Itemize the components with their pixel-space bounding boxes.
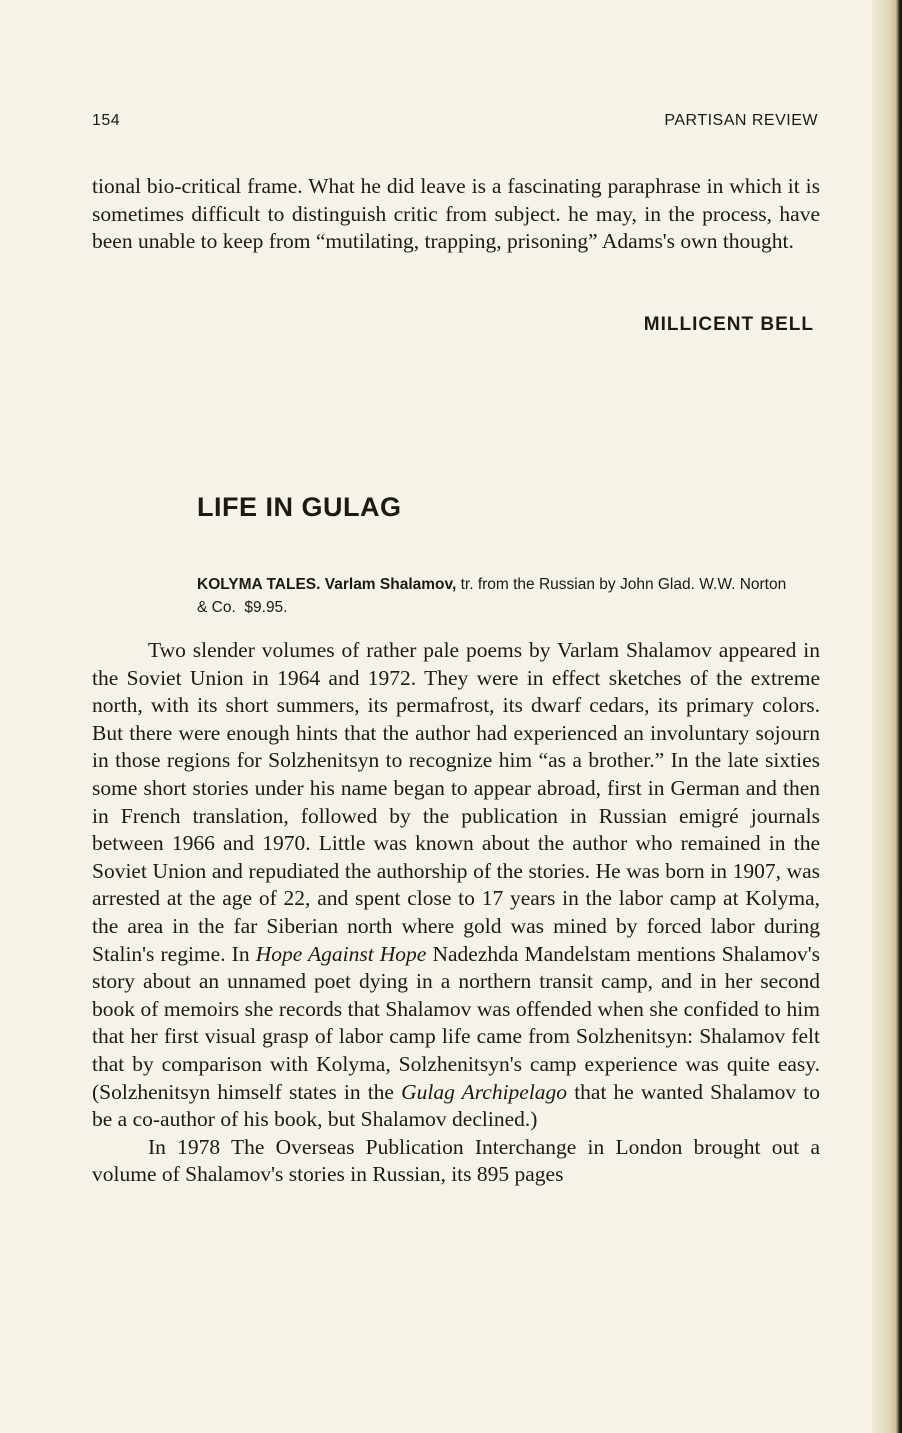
page-header (92, 112, 818, 136)
paragraph-1-part-3: that he wanted Shalamov to be a co-author of his book, but Shalamov declined.) (92, 1079, 820, 1132)
page-edge-shadow (872, 0, 902, 1433)
citation-book-title: KOLYMA TALES. (197, 576, 321, 593)
paragraph-1-part-1: Two slender volumes of rather pale poems by Varlam Shalamov appeared in the Soviet Union in 1964 and 1972. They were in effect sketches of the extreme north, with its short summers, its permafrost, its dwarf cedars, its primary colors. But there were enough hints that the author had experienced an involuntary sojourn in those regions for Solzhenitsyn to recognize him “as a brother.” In the late sixties some short stories under his name began to appear abroad, first in German and then in French translation, followed by the publication in Russian emigré journals between 1966 and 1970. Little was known about the author who remained in the Soviet Union and repudiated the authorship of the stories. He was born in 1907, was arrested at the age of 22, and spent close to 17 years in the labor camp at Kolyma, the area in the far Siberian north where gold was mined by forced labor during Stalin's regime. In (92, 638, 820, 966)
italic-title-hope-against-hope: Hope Against Hope (255, 941, 427, 966)
page-number: 154 (92, 112, 121, 129)
citation-price: $9.95. (244, 599, 288, 616)
review-paragraph-1 (92, 637, 820, 1134)
book-citation (197, 573, 797, 619)
previous-review-text (92, 173, 820, 256)
review-paragraph-2: In 1978 The Overseas Publication Interchange in London brought out a volume of Shalamov's stories in Russian, its 895 pages (92, 1134, 820, 1187)
running-head: PARTISAN REVIEW (664, 112, 818, 129)
italic-title-gulag-archipelago: Gulag Archipelago (401, 1079, 568, 1104)
citation-book-author: Varlam Shalamov, (324, 576, 457, 593)
review-title: LIFE IN GULAG (197, 492, 402, 522)
review-body (92, 637, 820, 1189)
previous-review-paragraph: tional bio-critical frame. What he did leave is a fascinating paraphrase in which it is sometimes difficult to distinguish critic from subject. he may, in the process, have been unable to keep from “mutilating, trapping, prisoning” Adams's own thought. (92, 174, 820, 254)
paragraph-1-part-2: Nadezhda Mandelstam mentions Shalamov's story about an unnamed poet dying in a northern transit camp, and in her second book of memoirs she records that Shalamov was offended when she confided to him that her first visual grasp of labor camp life came from Solzhenitsyn: Shalamov felt that by comparison with Kolyma, Solzhenitsyn's camp experience was quite easy. (Solzhenitsyn himself states in the (92, 941, 821, 1104)
citation-translator: tr. from the Russian by John Glad. W.W. Norton & Co. (197, 576, 787, 616)
previous-review-author: MILLICENT BELL (643, 314, 814, 335)
